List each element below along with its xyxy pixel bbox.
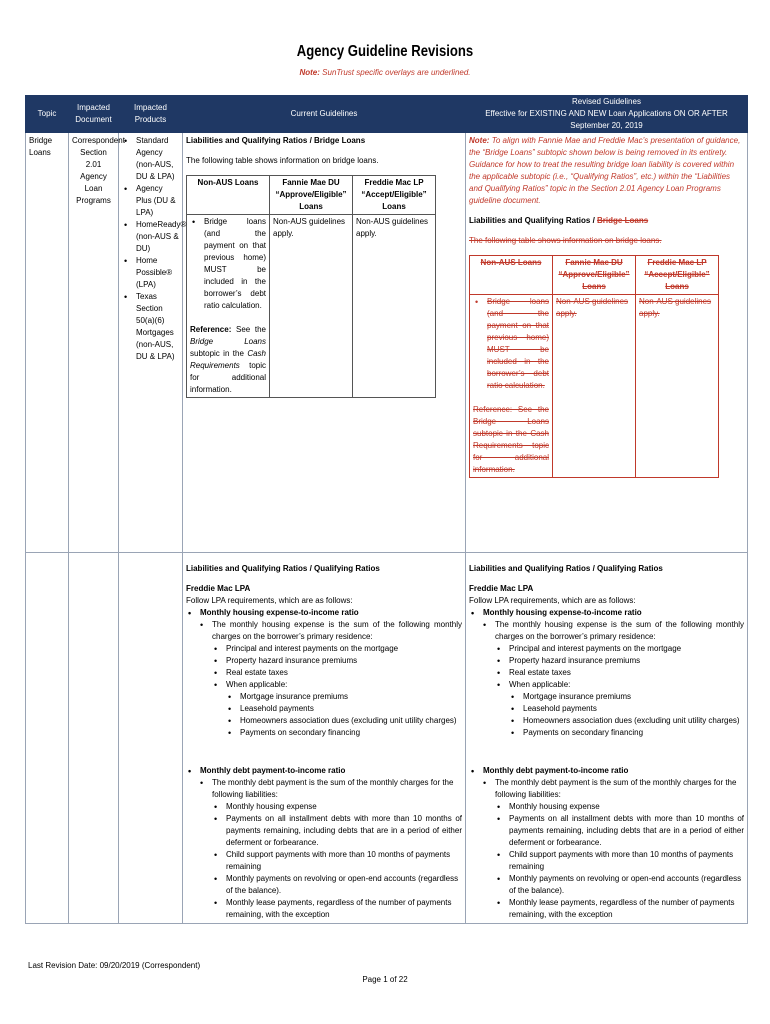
- current-section2-title: Liabilities and Qualifying Ratios / Qualifying Ratios: [186, 564, 380, 573]
- note-text: SunTrust specific overlays are underlined.: [322, 68, 471, 77]
- list-item: • Monthly payments on revolving or open-end accounts (regardless of the balance).: [469, 873, 744, 897]
- header-revised-guidelines: [466, 96, 748, 133]
- product-item: • Standard Agency (non-AUS, DU & LPA): [122, 135, 179, 183]
- current-inner-header-du: Fannie Mae DU “Approve/Eligible” Loans: [270, 176, 353, 215]
- list-item: • Mortgage insurance premiums: [469, 691, 744, 703]
- current-inner-header-lp: Freddie Mac LP “Accept/Eligible” Loans: [353, 176, 436, 215]
- guidelines-table: [25, 95, 748, 924]
- revised-lpa-intro: Follow LPA requirements, which are as follows:: [469, 596, 636, 605]
- products-cell-empty: [119, 553, 183, 924]
- revised-note: Note: To align with Fannie Mae and Freddie Mac’s presentation of guidance, the “Bridge Loans” subtopic shown below is being removed in its entirety. Guidance for how to treat the resulting bridge loan liability is covered within the applicable subtopic (i.e., “Qualifying Ratios”, etc.) within the “Liabilities and Qualifying Ratios” topic in the Section 2.01 Agency Loan Programs guideline document.: [469, 136, 741, 205]
- revised-housing-title: • Monthly housing expense-to-income ratio: [469, 607, 744, 619]
- revised-bridge-cell: [466, 133, 748, 553]
- topic-cell-empty: [26, 553, 69, 924]
- list-item: • Monthly payments on revolving or open-end accounts (regardless of the balance).: [186, 873, 462, 897]
- list-item: • Payments on all installment debts with more than 10 months of payments remaining, including debts that are in a period of either deferment or forbearance.: [186, 813, 462, 849]
- revised-lpa-title: Freddie Mac LPA: [469, 584, 534, 593]
- current-inner-nonaus-cell: [187, 215, 270, 398]
- product-item: • Agency Plus (DU & LPA): [122, 183, 179, 219]
- note-label: Note:: [299, 68, 320, 77]
- current-lpa-title: Freddie Mac LPA: [186, 584, 251, 593]
- table-row: [26, 133, 748, 553]
- list-item: • Monthly housing expense: [186, 801, 462, 813]
- revised-inner-header-lp: Freddie Mac LP “Accept/Eligible” Loans: [636, 256, 719, 295]
- current-section1-title: Liabilities and Qualifying Ratios / Bridge Loans: [186, 136, 366, 145]
- list-item: • When applicable:: [469, 679, 744, 691]
- list-item: • Mortgage insurance premiums: [186, 691, 462, 703]
- page-title: Agency Guideline Revisions: [296, 43, 474, 60]
- header-current-guidelines: Current Guidelines: [183, 96, 466, 133]
- list-item: • Property hazard insurance premiums: [469, 655, 744, 667]
- list-item: • When applicable:: [186, 679, 462, 691]
- current-section1-intro: The following table shows information on bridge loans.: [186, 156, 379, 165]
- current-bridge-table: [186, 175, 436, 398]
- revised-header-line2: Effective for EXISTING AND NEW Loan Applications ON OR AFTER September 20, 2019: [485, 109, 728, 130]
- revised-bridge-bullet: • Bridge loans (and the payment on that previous home) MUST be included in the borrower’s debt ratio calculation.: [473, 296, 549, 392]
- products-cell: [119, 133, 187, 553]
- list-item: • Homeowners association dues (excluding unit utility charges): [186, 715, 462, 727]
- list-item: • Property hazard insurance premiums: [186, 655, 462, 667]
- list-item: • Monthly lease payments, regardless of the number of payments remaining, with the exception: [469, 897, 744, 921]
- revised-debt-desc: • The monthly debt payment is the sum of the monthly charges for the following liabilities:: [469, 777, 744, 801]
- current-debt-desc: • The monthly debt payment is the sum of the monthly charges for the following liabilities:: [186, 777, 462, 801]
- list-item: • Homeowners association dues (excluding unit utility charges): [469, 715, 744, 727]
- revised-inner-header-nonaus: Non-AUS Loans: [470, 256, 553, 295]
- current-reference: Reference: See the Bridge Loans subtopic in the Cash Requirements topic for additional information.: [190, 325, 266, 394]
- list-item: • Principal and interest payments on the mortgage: [469, 643, 744, 655]
- header-impacted-document: Impacted Document: [69, 96, 119, 133]
- current-inner-lp-cell: Non-AUS guidelines apply.: [353, 215, 436, 398]
- list-item: • Child support payments with more than 10 months of payments remaining: [186, 849, 462, 873]
- header-impacted-products: Impacted Products: [119, 96, 183, 133]
- list-item: • Real estate taxes: [469, 667, 744, 679]
- revised-section1-title: Liabilities and Qualifying Ratios / Bridge Loans: [469, 216, 649, 225]
- header-row: [26, 96, 748, 133]
- revised-section1-intro: The following table shows information on bridge loans.: [469, 236, 662, 245]
- revised-inner-lp-cell: Non-AUS guidelines apply.: [636, 295, 719, 478]
- product-item: • HomeReady® (non-AUS & DU): [122, 219, 179, 255]
- revised-section2-title: Liabilities and Qualifying Ratios / Qualifying Ratios: [469, 564, 663, 573]
- revised-inner-nonaus-cell: [470, 295, 553, 478]
- document-cell-empty: [69, 553, 119, 924]
- list-item: • Monthly lease payments, regardless of the number of payments remaining, with the exception: [186, 897, 462, 921]
- revised-reference: Reference: See the Bridge Loans subtopic in the Cash Requirements topic for additional information.: [473, 405, 549, 474]
- list-item: • Leasehold payments: [186, 703, 462, 715]
- list-item: • Principal and interest payments on the mortgage: [186, 643, 462, 655]
- current-bridge-cell: [183, 133, 466, 553]
- list-item: • Payments on all installment debts with more than 10 months of payments remaining, including debts that are in a period of either deferment or forbearance.: [469, 813, 744, 849]
- header-topic: Topic: [26, 96, 69, 133]
- page-number: Page 1 of 22: [362, 975, 408, 984]
- list-item: • Child support payments with more than 10 months of payments remaining: [469, 849, 744, 873]
- table-row: [26, 553, 748, 924]
- document-cell: Correspondent Section 2.01 Agency Loan Programs: [69, 133, 119, 553]
- list-item: • Monthly housing expense: [469, 801, 744, 813]
- list-item: • Real estate taxes: [186, 667, 462, 679]
- list-item: • Payments on secondary financing: [469, 727, 744, 739]
- revised-housing-desc: • The monthly housing expense is the sum of the following monthly charges on the borrower’s primary residence:: [469, 619, 744, 643]
- product-item: • Home Possible® (LPA): [122, 255, 179, 291]
- revised-inner-header-du: Fannie Mae DU “Approve/Eligible” Loans: [553, 256, 636, 295]
- revised-bridge-table: [469, 255, 719, 478]
- current-ratios-cell: [183, 553, 466, 924]
- current-housing-title: • Monthly housing expense-to-income ratio: [186, 607, 462, 619]
- revised-inner-du-cell: Non-AUS guidelines apply.: [553, 295, 636, 478]
- current-debt-title: • Monthly debt payment-to-income ratio: [186, 765, 462, 777]
- revised-ratios-cell: [466, 553, 748, 924]
- current-inner-du-cell: Non-AUS guidelines apply.: [270, 215, 353, 398]
- current-bridge-bullet: • Bridge loans (and the payment on that previous home) MUST be included in the borrower’s debt ratio calculation.: [190, 216, 266, 312]
- list-item: • Payments on secondary financing: [186, 727, 462, 739]
- current-inner-header-nonaus: Non-AUS Loans: [187, 176, 270, 215]
- current-housing-desc: • The monthly housing expense is the sum of the following monthly charges on the borrower’s primary residence:: [186, 619, 462, 643]
- revision-date: Last Revision Date: 09/20/2019 (Correspondent): [28, 961, 201, 970]
- current-lpa-intro: Follow LPA requirements, which are as follows:: [186, 596, 353, 605]
- list-item: • Leasehold payments: [469, 703, 744, 715]
- revised-debt-title: • Monthly debt payment-to-income ratio: [469, 765, 744, 777]
- revised-header-line1: Revised Guidelines: [572, 97, 641, 106]
- product-item: • Texas Section 50(a)(6) Mortgages (non-AUS, DU & LPA): [122, 291, 179, 363]
- overlay-note: [0, 68, 770, 77]
- topic-cell: Bridge Loans: [26, 133, 69, 553]
